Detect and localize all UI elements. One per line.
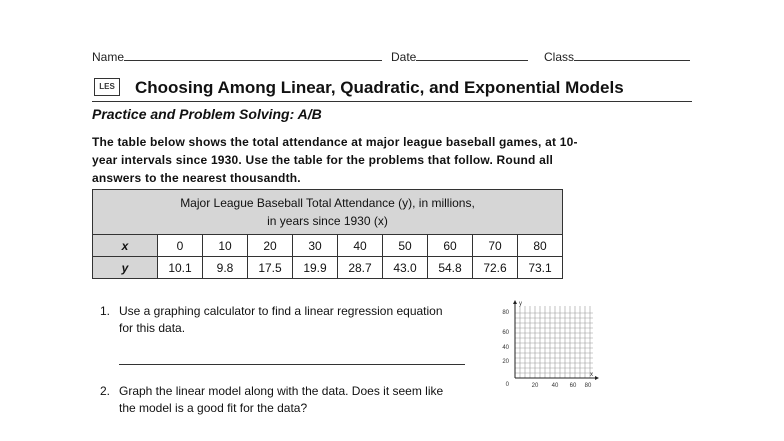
x-axis-label: x xyxy=(590,372,593,378)
x-cell: 40 xyxy=(338,235,383,257)
answer-line-1[interactable] xyxy=(119,364,465,365)
page-subtitle: Practice and Problem Solving: A/B xyxy=(92,106,322,122)
class-field xyxy=(544,49,690,64)
x-tick-label: 40 xyxy=(551,383,559,389)
attendance-table xyxy=(92,189,563,279)
y-axis-label: y xyxy=(519,301,522,307)
y-cell: 10.1 xyxy=(158,257,203,279)
x-cell: 20 xyxy=(248,235,293,257)
y-tick-label: 20 xyxy=(502,359,509,365)
x-cell: 50 xyxy=(383,235,428,257)
title-rule xyxy=(92,101,692,102)
y-tick-label: 60 xyxy=(502,330,509,336)
y-row-header: y xyxy=(93,257,158,279)
date-label: Date xyxy=(391,50,417,64)
page-title: Choosing Among Linear, Quadratic, and Exponential Models xyxy=(135,78,624,97)
x-cell: 10 xyxy=(203,235,248,257)
x-row xyxy=(93,235,563,257)
x-cell: 70 xyxy=(473,235,518,257)
class-label: Class xyxy=(544,50,575,64)
lesson-badge: LES xyxy=(94,78,120,96)
class-blank[interactable] xyxy=(574,49,690,61)
x-cell: 80 xyxy=(518,235,563,257)
x-tick-label: 20 xyxy=(531,383,539,389)
y-axis-arrow xyxy=(513,300,517,304)
x-cell: 30 xyxy=(293,235,338,257)
problem-2 xyxy=(100,383,459,417)
y-tick-label: 40 xyxy=(502,345,509,351)
name-label: Name xyxy=(92,50,125,64)
name-field xyxy=(92,49,382,64)
problem-2-number: 2. xyxy=(100,384,111,398)
problem-2-text: Graph the linear model along with the data. Does it seem like the model is a good fit for the data? xyxy=(119,384,444,415)
name-blank[interactable] xyxy=(124,49,382,61)
y-cell: 9.8 xyxy=(203,257,248,279)
table-caption xyxy=(93,190,563,235)
y-cell: 19.9 xyxy=(293,257,338,279)
origin-label: 0 xyxy=(505,382,509,388)
y-cell: 28.7 xyxy=(338,257,383,279)
x-cell: 0 xyxy=(158,235,203,257)
x-row-header: x xyxy=(93,235,158,257)
problem-1 xyxy=(100,303,459,337)
y-tick-label: 80 xyxy=(502,310,509,316)
table-caption-line-2: in years since 1930 (x) xyxy=(267,214,388,228)
y-row xyxy=(93,257,563,279)
blank-coordinate-grid[interactable] xyxy=(498,298,604,392)
date-field xyxy=(391,49,528,64)
y-cell: 72.6 xyxy=(473,257,518,279)
intro-paragraph: The table below shows the total attendance at major league baseball games, at 10-year intervals since 1930. Use the table for the problems that follow. Round all answers to the nearest thousandth. xyxy=(92,135,578,185)
y-cell: 73.1 xyxy=(518,257,563,279)
table-caption-line-1: Major League Baseball Total Attendance (y), in millions, xyxy=(180,196,475,210)
y-cell: 17.5 xyxy=(248,257,293,279)
date-blank[interactable] xyxy=(416,49,528,61)
x-tick-label: 80 xyxy=(584,383,592,389)
x-axis-arrow xyxy=(595,376,599,380)
problem-1-number: 1. xyxy=(100,304,111,318)
problem-1-text: Use a graphing calculator to find a linear regression equation for this data. xyxy=(119,304,443,335)
y-cell: 43.0 xyxy=(383,257,428,279)
x-cell: 60 xyxy=(428,235,473,257)
grid-lines xyxy=(515,306,593,378)
y-cell: 54.8 xyxy=(428,257,473,279)
x-tick-label: 60 xyxy=(569,383,577,389)
